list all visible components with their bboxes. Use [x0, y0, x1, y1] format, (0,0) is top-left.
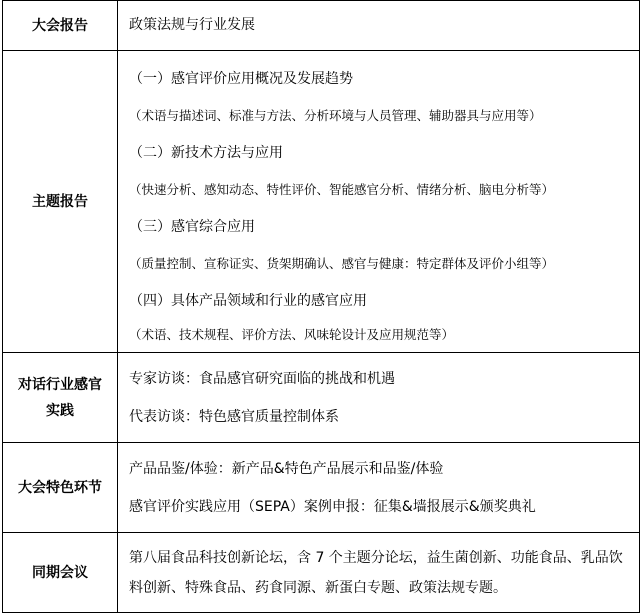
row-label: 主题报告	[3, 51, 118, 353]
content-line: 政策法规与行业发展	[129, 17, 255, 33]
section-detail: （术语与描述词、标准与方法、分析环境与人员管理、辅助器具与应用等）	[129, 107, 542, 123]
row-content	[118, 1, 640, 51]
content-line: 代表访谈：特色感官质量控制体系	[129, 408, 339, 425]
section-heading: （四）具体产品领域和行业的感官应用	[129, 292, 367, 309]
row-label: 大会特色环节	[3, 443, 118, 533]
section-detail: （快速分析、感知动态、特性评价、智能感官分析、情绪分析、脑电分析等）	[129, 181, 555, 197]
table-row-theme-reports	[3, 51, 640, 353]
section-detail: （术语、技术规程、评价方法、风味轮设计及应用规范等）	[129, 326, 455, 342]
content-line: 感官评价实践应用（SEPA）案例申报：征集&墙报展示&颁奖典礼	[129, 498, 536, 515]
row-label-line: 实践	[46, 402, 74, 419]
theme-sections	[129, 52, 633, 352]
agenda-table	[2, 0, 640, 613]
row-label: 大会报告	[3, 1, 118, 51]
row-label	[3, 353, 118, 443]
section-heading: （三）感官综合应用	[129, 218, 255, 235]
row-content	[118, 51, 640, 353]
table-row-industry-dialogue	[3, 353, 640, 443]
row-content	[118, 443, 640, 533]
section-detail: （质量控制、宣称证实、货架期确认、感官与健康：特定群体及评价小组等）	[129, 255, 555, 271]
content-line: 产品品鉴/体验：新产品&特色产品展示和品鉴/体验	[129, 460, 444, 477]
row-label-line: 对话行业感官	[18, 376, 102, 393]
section-heading: （一）感官评价应用概况及发展趋势	[129, 70, 353, 87]
content-paragraph: 第八届食品科技创新论坛，含 7 个主题分论坛，益生菌创新、功能食品、乳品饮料创新、特殊食品、药食同源、新蛋白专题、政策法规专题。	[129, 549, 623, 596]
content-line: 专家访谈：食品感官研究面临的挑战和机遇	[129, 370, 395, 387]
table-row-special-sessions	[3, 443, 640, 533]
table-row-keynote	[3, 1, 640, 51]
row-content	[118, 533, 640, 613]
section-heading: （二）新技术方法与应用	[129, 144, 283, 161]
row-content	[118, 353, 640, 443]
row-label: 同期会议	[3, 533, 118, 613]
table-row-concurrent-meetings	[3, 533, 640, 613]
